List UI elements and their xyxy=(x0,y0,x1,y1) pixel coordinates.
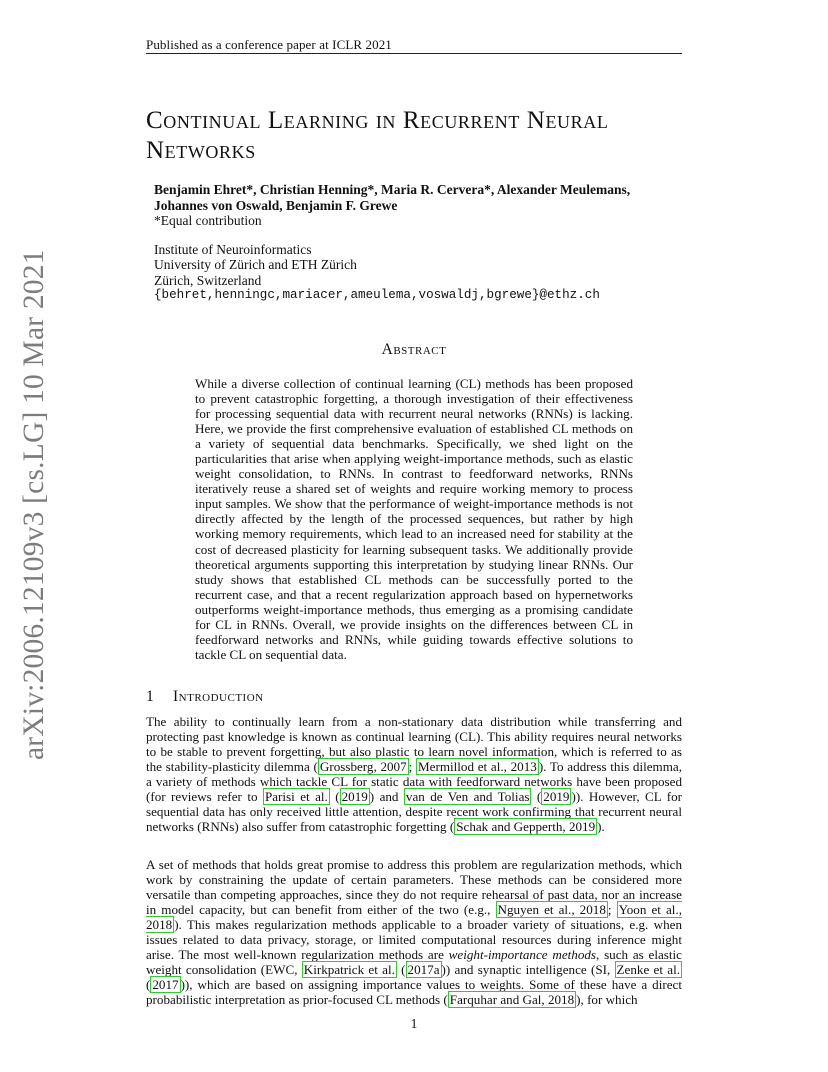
citation-link[interactable]: Zenke et al. xyxy=(616,962,681,978)
citation-link[interactable]: 2017a xyxy=(407,962,440,978)
equal-contribution-note: *Equal contribution xyxy=(154,213,262,228)
affiliation-location: Zürich, Switzerland xyxy=(154,272,262,288)
text-run: ). xyxy=(597,819,605,835)
citation-link[interactable]: Nguyen et al., 2018 xyxy=(497,902,606,918)
text-run: The ability to continually learn from a non-stationary data distribution while transferring and protecting past knowledge is known as continual learning (CL). This ability requires neural networks to be stable to prevent forgetting, but also plastic to learn novel information, which is referred to as the stability-plasticity dilemma ( xyxy=(146,714,682,775)
running-header: Published as a conference paper at ICLR 2021 xyxy=(146,37,392,52)
text-run: ( xyxy=(146,977,151,993)
author-line-1: Benjamin Ehret*, Christian Henning*, Maria R. Cervera*, Alexander Meulemans, xyxy=(154,182,631,197)
citation-link[interactable]: van de Ven and Tolias xyxy=(405,789,530,805)
arxiv-stamp: arXiv:2006.12109v3 [cs.LG] 10 Mar 2021 xyxy=(18,249,50,760)
affiliation xyxy=(154,242,674,303)
text-run: ). This makes regularization methods applicable to a broader variety of situations, e.g. when issues related to data privacy, storage, or limited computational resources during inference might arise. The most well-known regularization methods are xyxy=(146,917,682,963)
citation-link[interactable]: Farquhar and Gal, 2018 xyxy=(449,992,575,1008)
text-run: ), for which xyxy=(576,992,638,1008)
author-line-2: Johannes von Oswald, Benjamin F. Grewe xyxy=(154,197,398,213)
citation-link[interactable]: Kirkpatrick et al. xyxy=(303,962,395,978)
affiliation-university: University of Zürich and ETH Zürich xyxy=(154,257,357,273)
text-run: ( xyxy=(329,789,340,805)
citation-link[interactable]: Grossberg, 2007 xyxy=(319,759,407,775)
text-run: ( xyxy=(396,962,406,978)
citation-link[interactable]: Yoon et al., 2018 xyxy=(146,902,682,933)
author-list xyxy=(154,182,674,213)
text-run: )), which are based on assigning importance values to weights. Some of these have a direct probabilistic interpretation as prior-focused CL methods ( xyxy=(146,977,682,1008)
section-number: 1 xyxy=(146,688,155,705)
text-run: )). However, CL for sequential data has only received little attention, despite recent work confirming that recurrent neural networks (RNNs) also suffer from catastrophic forgetting ( xyxy=(146,789,682,835)
citation-link[interactable]: 2017 xyxy=(152,977,179,993)
text-run: ; xyxy=(607,902,617,918)
text-run: )) and synaptic intelligence (SI, xyxy=(441,962,615,978)
abstract-text: While a diverse collection of continual learning (CL) methods has been proposed to prevent catastrophic forgetting, a thorough investigation of their effectiveness for processing sequential data with recurrent neural networks (RNNs) is lacking. Here, we provide the first comprehensive evaluation of established CL methods on a variety of sequential data benchmarks. Specifically, we shed light on the particularities that arise when applying weight-importance methods, such as elastic weight consolidation, to RNNs. In contrast to feedforward networks, RNNs iteratively reuse a shared set of weights and require working memory to process input samples. We show that the performance of weight-importance methods is not directly affected by the length of the processed sequences, but rather by high working memory requirements, which lead to an increased need for stability at the cost of decreased plasticity for learning subsequent tasks. We additionally provide theoretical arguments supporting this interpretation by studying linear RNNs. Our study shows that established CL methods can be successfully ported to the recurrent case, and that a recent regularization approach based on hypernetworks outperforms weight-importance methods, thus emerging as a promising candidate for CL in RNNs. Overall, we provide insights on the differences between CL in feedforward networks and RNNs, while guiding towards effective solutions to tackle CL on sequential data. xyxy=(195,376,633,662)
citation-link[interactable]: Mermillod et al., 2013 xyxy=(418,759,537,775)
text-run: ) and xyxy=(369,789,404,805)
text-run: A set of methods that holds great promise to address this problem are regularization methods, which work by constraining the update of certain parameters. These methods can be considered more versatile than competing approaches, since they do not require rehearsal of past data, nor an increase in model capacity, but can benefit from either of the two (e.g., xyxy=(146,857,682,918)
text-run: , such as elastic weight consolidation (EWC, xyxy=(146,947,682,978)
section-title: Introduction xyxy=(173,688,264,705)
author-emails[interactable]: {behret,henningc,mariacer,ameulema,voswaldj,bgrewe}@ethz.ch xyxy=(154,287,600,302)
header-rule xyxy=(146,53,682,54)
text-run: ). To address this dilemma, a variety of methods which tackle CL for static data with feedforward networks have been proposed (for reviews refer to xyxy=(146,759,682,805)
text-run: ; xyxy=(408,759,417,775)
citation-link[interactable]: 2019 xyxy=(543,789,570,805)
abstract-heading: Abstract xyxy=(381,341,447,358)
section-heading-introduction xyxy=(146,688,264,706)
intro-paragraph-2 xyxy=(146,857,682,1007)
citation-link[interactable]: Schak and Gepperth, 2019 xyxy=(456,819,596,835)
text-run: ( xyxy=(531,789,542,805)
citation-link[interactable]: Parisi et al. xyxy=(264,789,328,805)
emphasis: weight-importance methods xyxy=(448,947,597,963)
page-number: 1 xyxy=(410,1016,418,1031)
citation-link[interactable]: 2019 xyxy=(341,789,368,805)
affiliation-institute: Institute of Neuroinformatics xyxy=(154,242,312,257)
intro-paragraph-1 xyxy=(146,714,682,834)
paper-title: Continual Learning in Recurrent Neural Networks xyxy=(146,107,609,164)
